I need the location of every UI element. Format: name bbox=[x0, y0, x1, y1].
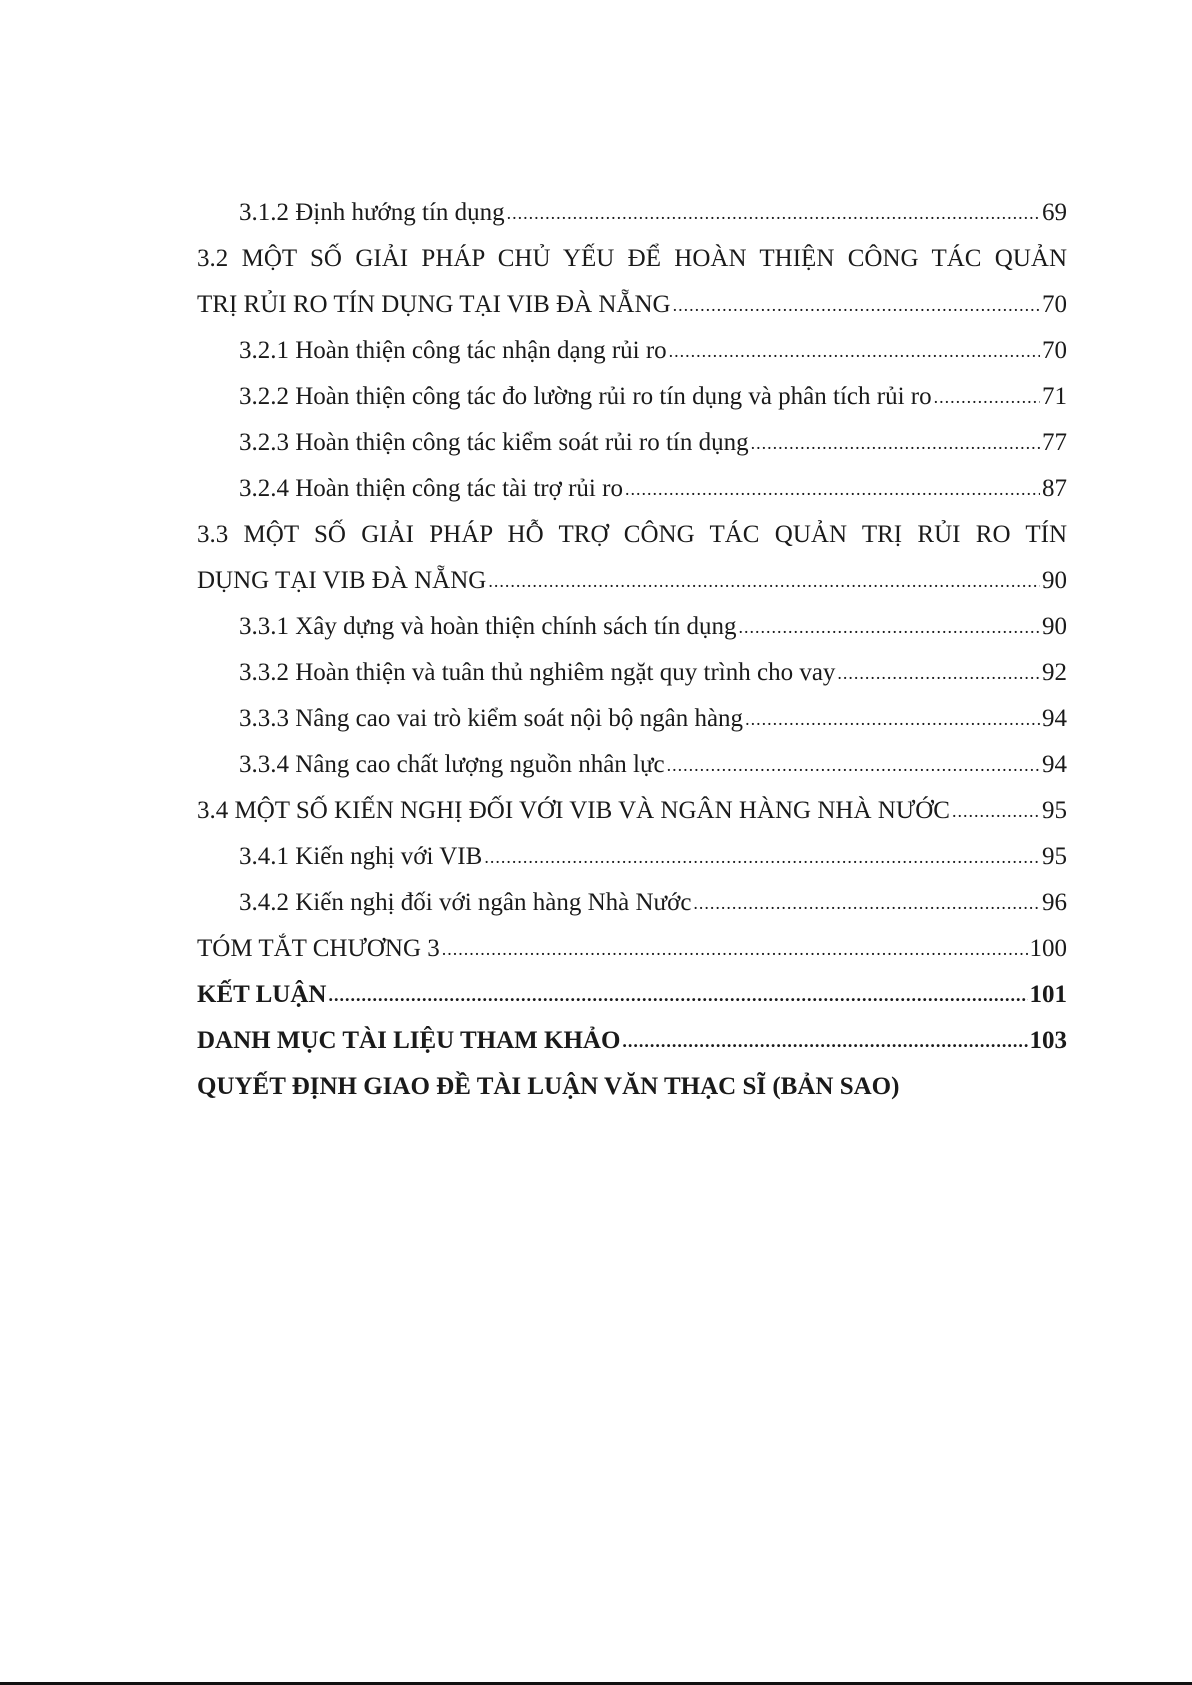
toc-entry-3-2-4 bbox=[197, 466, 1067, 512]
toc-page-number: 69 bbox=[1042, 199, 1067, 226]
toc-leader-dots bbox=[934, 374, 1040, 420]
toc-entry-3-3-4 bbox=[197, 742, 1067, 788]
toc-entry-title: 3.3.1 Xây dựng và hoàn thiện chính sách tín dụng bbox=[239, 613, 737, 640]
toc-leader-dots bbox=[622, 1018, 1027, 1064]
toc-entry-title: 3.4.1 Kiến nghị với VIB bbox=[239, 843, 483, 870]
toc-entry-title: 3.4.2 Kiến nghị đối với ngân hàng Nhà Nước bbox=[239, 889, 692, 916]
toc-entry-3-1-2 bbox=[197, 190, 1067, 236]
toc-entry-conclusion bbox=[197, 972, 1067, 1018]
toc-leader-dots bbox=[673, 282, 1040, 328]
toc-entry-references bbox=[197, 1018, 1067, 1064]
toc-entry-thesis-decision bbox=[197, 1064, 1067, 1110]
toc-leader-dots bbox=[739, 604, 1041, 650]
toc-leader-dots bbox=[328, 972, 1027, 1018]
toc-entry-title: 3.3.3 Nâng cao vai trò kiểm soát nội bộ ngân hàng bbox=[239, 705, 744, 732]
toc-page-number: 87 bbox=[1042, 475, 1067, 502]
toc-page-number: 101 bbox=[1029, 981, 1067, 1008]
toc-entry-title: 3.2 MỘT SỐ GIẢI PHÁP CHỦ YẾU ĐỂ HOÀN THIỆN CÔNG TÁC QUẢN bbox=[197, 245, 1067, 272]
toc-page-number: 70 bbox=[1042, 337, 1067, 364]
toc-leader-dots bbox=[751, 420, 1040, 466]
toc-entry-3-2-2 bbox=[197, 374, 1067, 420]
toc-entry-3-4-1 bbox=[197, 834, 1067, 880]
toc-entry-title: 3.2.3 Hoàn thiện công tác kiểm soát rủi ro tín dụng bbox=[239, 429, 749, 456]
toc-entry-title: TÓM TẮT CHƯƠNG 3 bbox=[197, 935, 440, 962]
toc-page-number: 70 bbox=[1042, 291, 1067, 318]
toc-entry-title: TRỊ RỦI RO TÍN DỤNG TẠI VIB ĐÀ NẴNG bbox=[197, 291, 671, 318]
toc-entry-title: 3.1.2 Định hướng tín dụng bbox=[239, 199, 505, 226]
toc-entry-3-4 bbox=[197, 788, 1067, 834]
toc-page-number: 95 bbox=[1042, 797, 1067, 824]
toc-leader-dots bbox=[669, 328, 1040, 374]
toc-page-number: 90 bbox=[1042, 613, 1067, 640]
toc-page-number: 94 bbox=[1042, 705, 1067, 732]
toc-entry-title: 3.3 MỘT SỐ GIẢI PHÁP HỖ TRỢ CÔNG TÁC QUẢN TRỊ RỦI RO TÍN bbox=[197, 521, 1067, 548]
toc-page-number: 90 bbox=[1042, 567, 1067, 594]
toc-page-number: 71 bbox=[1042, 383, 1067, 410]
toc-entry-title: 3.2.1 Hoàn thiện công tác nhận dạng rủi ro bbox=[239, 337, 667, 364]
toc-leader-dots bbox=[507, 190, 1040, 236]
toc-page-number: 96 bbox=[1042, 889, 1067, 916]
toc-entry-title: 3.2.2 Hoàn thiện công tác đo lường rủi ro tín dụng và phân tích rủi ro bbox=[239, 383, 932, 410]
toc-entry-title: 3.2.4 Hoàn thiện công tác tài trợ rủi ro bbox=[239, 475, 623, 502]
toc-leader-dots bbox=[693, 880, 1040, 926]
toc-entry-3-3-line1 bbox=[197, 512, 1067, 558]
toc-entry-3-3-3 bbox=[197, 696, 1067, 742]
toc-entry-3-3-2 bbox=[197, 650, 1067, 696]
toc-page-number: 95 bbox=[1042, 843, 1067, 870]
toc-entry-title: DANH MỤC TÀI LIỆU THAM KHẢO bbox=[197, 1027, 621, 1054]
toc-leader-dots bbox=[442, 926, 1028, 972]
toc-entry-title: 3.3.2 Hoàn thiện và tuân thủ nghiêm ngặt quy trình cho vay bbox=[239, 659, 836, 686]
toc-entry-title: KẾT LUẬN bbox=[197, 981, 327, 1008]
toc-page-number: 92 bbox=[1042, 659, 1067, 686]
toc-entry-3-3-1 bbox=[197, 604, 1067, 650]
toc-entry-title: DỤNG TẠI VIB ĐÀ NẴNG bbox=[197, 567, 487, 594]
toc-page-number: 77 bbox=[1042, 429, 1067, 456]
toc-entry-3-2-line2 bbox=[197, 282, 1067, 328]
toc-entry-3-2-line1 bbox=[197, 236, 1067, 282]
toc-leader-dots bbox=[837, 650, 1040, 696]
toc-leader-dots bbox=[488, 558, 1040, 604]
toc-entry-3-2-3 bbox=[197, 420, 1067, 466]
toc-entry-3-4-2 bbox=[197, 880, 1067, 926]
toc-leader-dots bbox=[667, 742, 1040, 788]
toc-entry-title: 3.3.4 Nâng cao chất lượng nguồn nhân lực bbox=[239, 751, 665, 778]
toc-page-number: 103 bbox=[1029, 1027, 1067, 1054]
toc-page-number: 94 bbox=[1042, 751, 1067, 778]
toc-leader-dots bbox=[625, 466, 1040, 512]
toc-entry-3-2-1 bbox=[197, 328, 1067, 374]
toc-leader-dots bbox=[484, 834, 1040, 880]
toc-entry-chapter-summary bbox=[197, 926, 1067, 972]
toc-entry-title: QUYẾT ĐỊNH GIAO ĐỀ TÀI LUẬN VĂN THẠC SĨ (BẢN SAO) bbox=[197, 1073, 900, 1100]
toc-entry-title: 3.4 MỘT SỐ KIẾN NGHỊ ĐỐI VỚI VIB VÀ NGÂN HÀNG NHÀ NƯỚC bbox=[197, 797, 950, 824]
toc-entry-3-3-line2 bbox=[197, 558, 1067, 604]
toc-leader-dots bbox=[745, 696, 1040, 742]
table-of-contents bbox=[197, 190, 1067, 1110]
toc-page-number: 100 bbox=[1029, 935, 1067, 962]
toc-leader-dots bbox=[952, 788, 1040, 834]
